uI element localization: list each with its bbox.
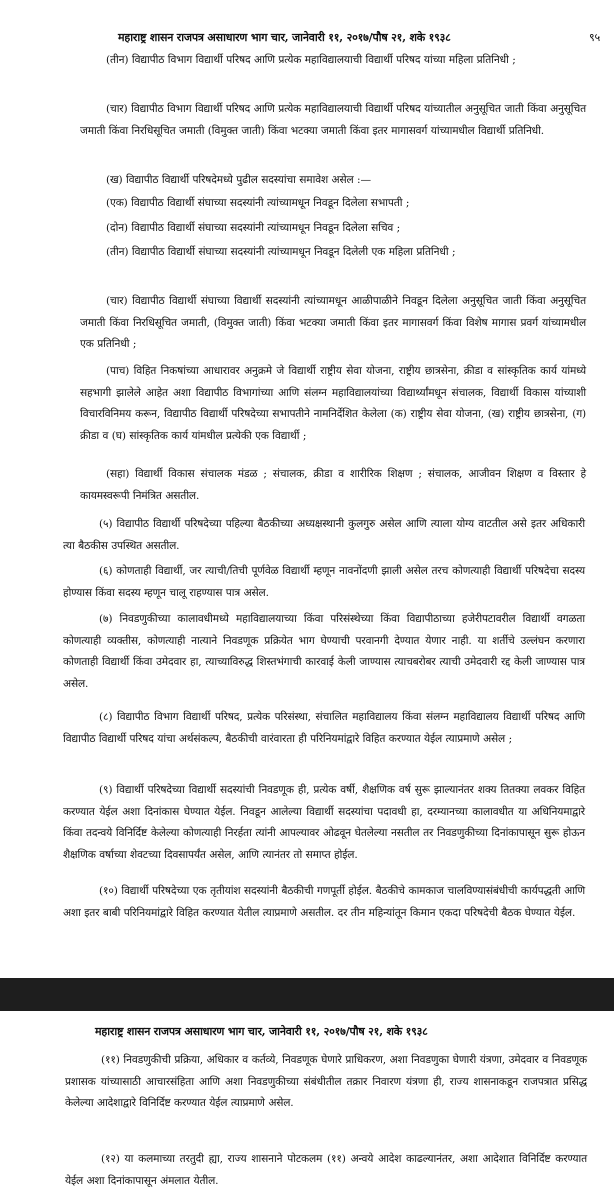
clause-kha-one: (एक) विद्यापीठ विद्यार्थी संघाच्या सदस्यांनी त्यांच्यामधून निवडून दिलेला सभापती ;	[106, 197, 410, 209]
subsection-12: (१२) या कलमाच्या तरतुदी ह्या, राज्य शासनाने पोटकलम (११) अन्वये आदेश काढल्यानंतर, अशा आदेशात विनिर्दिष्ट करण्यात येईल अशा दिनांकापासून अंमलात येतील.	[65, 1153, 587, 1187]
page-header	[0, 30, 614, 48]
gazette-header-title: महाराष्ट्र शासन राजपत्र असाधारण भाग चार, जानेवारी ११, २०१७/पौष २१, शके १९३८	[95, 1025, 428, 1038]
subsection-6: (६) कोणताही विद्यार्थी, जर त्याची/तिची पूर्णवेळ विद्यार्थी म्हणून नावनोंदणी झाली असेल तरच कोणत्याही विद्यार्थी परिषदेचा सदस्य होण्यास किंवा सदस्य म्हणून चालू राहण्यास पात्र असेल.	[63, 565, 585, 599]
clause-kha-three: (तीन) विद्यापीठ विद्यार्थी संघाच्या सदस्यांनी त्यांच्यामधून निवडून दिलेली एक महिला प्रतिनिधी ;	[106, 246, 456, 258]
subsection-9: (९) विद्यार्थी परिषदेच्या विद्यार्थी सदस्यांची निवडणूक ही, प्रत्येक वर्षी, शैक्षणिक वर्ष सुरू झाल्यानंतर शक्य तितक्या लवकर विहित करण्यात येईल अशा दिनांकास घेण्यात येईल. निवडून आलेल्या विद्यार्थी सदस्यांचा पदावधी हा, दरम्यानच्या कालावधीत या अधिनियमाद्वारे किंवा तदन्वये विनिर्दिष्ट केलेल्या कोणत्याही निरर्हता त्यांनी आपल्यावर ओढवून घेतलेल्या नसतील तर निवडणुकीच्या दिनांकापासून सुरू होऊन शैक्षणिक वर्षाच्या शेवटच्या दिवसापर्यंत असेल, आणि त्यानंतर तो समाप्त होईल.	[63, 784, 585, 861]
clause-kha-two: (दोन) विद्यापीठ विद्यार्थी संघाच्या सदस्यांनी त्यांच्यामधून निवडून दिलेला सचिव ;	[106, 222, 401, 234]
clause-a-four: (चार) विद्यापीठ विभाग विद्यार्थी परिषद आणि प्रत्येक महाविद्यालयाची विद्यार्थी परिषद यांच्यातील अनुसूचित जाती किंवा अनुसूचित जमाती किंवा निरधिसूचित जमाती (विमुक्त जाती) किंवा भटक्या जमाती किंवा इतर मागासवर्ग यांच्यामधील विद्यार्थी प्रतिनिधी.	[80, 103, 586, 137]
page-header	[0, 1024, 614, 1042]
subsection-8: (८) विद्यापीठ विभाग विद्यार्थी परिषद, प्रत्येक परिसंस्था, संचालित महाविद्यालय किंवा संलग्न महाविद्यालय विद्यार्थी परिषद आणि विद्यापीठ विद्यार्थी परिषद यांचा अर्थसंकल्प, बैठकीची वारंवारता ही परिनियमांद्वारे विहित करण्यात येईल त्याप्रमाणे असेल ;	[63, 711, 585, 745]
clause-kha-five: (पाच) विहित निकषांच्या आधारावर अनुक्रमे जे विद्यार्थी राष्ट्रीय सेवा योजना, राष्ट्रीय छात्रसेना, क्रीडा व सांस्कृतिक कार्य यांमध्ये सहभागी झालेले आहेत अशा विद्यापीठ विभागांच्या आणि संलग्न महाविद्यालयांच्या विद्यार्थ्यांमधून संचालक, विद्यार्थी विकास यांच्याशी विचारविनिमय करून, विद्यापीठ विद्यार्थी परिषदेच्या सभापतीने नामनिर्देशित केलेला (क) राष्ट्रीय सेवा योजना, (ख) राष्ट्रीय छात्रसेना, (ग) क्रीडा व (घ) सांस्कृतिक कार्य यांमधील प्रत्येकी एक विद्यार्थी ;	[80, 365, 586, 442]
subsection-11: (११) निवडणुकीची प्रक्रिया, अधिकार व कर्तव्ये, निवडणूक घेणारे प्राधिकरण, अशा निवडणुका घेणारी यंत्रणा, उमेदवार व निवडणूक प्रशासक यांच्यासाठी आचारसंहिता आणि अशा निवडणुकीच्या संबंधीतील तक्रार निवारण यंत्रणा ही, राज्य शासनाकडून राजपत्रात प्रसिद्ध केलेल्या आदेशाद्वारे विनिर्दिष्ट करण्यात येईल त्याप्रमाणे असेल.	[65, 1054, 587, 1109]
subsection-5: (५) विद्यापीठ विद्यार्थी परिषदेच्या पहिल्या बैठकीच्या अध्यक्षस्थानी कुलगुरु असेल आणि त्याला योग्य वाटतील असे इतर अधिकारी त्या बैठकीस उपस्थित असतील.	[63, 518, 585, 552]
page-separator	[0, 978, 614, 1011]
clause-kha-six: (सहा) विद्यार्थी विकास संचालक मंडळ ; संचालक, क्रीडा व शारीरिक शिक्षण ; संचालक, आजीवन शिक्षण व विस्तार हे कायमस्वरूपी निमंत्रित असतील.	[80, 468, 586, 502]
subsection-7: (७) निवडणुकीच्या कालावधीमध्ये महाविद्यालयाच्या किंवा परिसंस्थेच्या किंवा विद्यापीठाच्या हजेरीपटावरील विद्यार्थी वगळता कोणत्याही व्यक्तीस, कोणत्याही नात्याने निवडणूक प्रक्रियेत भाग घेण्याची परवानगी देण्यात येणार नाही. या शर्तीचे उल्लंघन करणारा कोणताही विद्यार्थी किंवा उमेदवार हा, त्याच्याविरुद्ध शिस्तभंगाची कारवाई केली जाण्यास त्याचबरोबर त्याची उमेदवारी रद्द केली जाण्यास पात्र असेल.	[63, 613, 585, 690]
clause-kha-four: (चार) विद्यापीठ विद्यार्थी संघाच्या विद्यार्थी सदस्यांनी त्यांच्यामधून आळीपाळीने निवडून दिलेला अनुसूचित जाती किंवा अनुसूचित जमाती किंवा निरधिसूचित जमाती, (विमुक्त जाती) किंवा भटक्या जमाती किंवा इतर मागासवर्ग किंवा विशेष मागास प्रवर्ग यांच्यामधील एक प्रतिनिधी ;	[80, 295, 586, 350]
clause-a-three: (तीन) विद्यापीठ विभाग विद्यार्थी परिषद आणि प्रत्येक महाविद्यालयाची विद्यार्थी परिषद यांच्या महिला प्रतिनिधी ;	[106, 54, 516, 66]
gazette-header-title: महाराष्ट्र शासन राजपत्र असाधारण भाग चार, जानेवारी ११, २०१७/पौष २१, शके १९३८	[118, 31, 451, 44]
subsection-10: (१०) विद्यार्थी परिषदेच्या एक तृतीयांश सदस्यांनी बैठकीची गणपूर्ती होईल. बैठकीचे कामकाज चालविण्यासंबंधीची कार्यपद्धती आणि अशा इतर बाबी परिनियमांद्वारे विहित करण्यात येतील त्याप्रमाणे असतील. दर तीन महिन्यांतून किमान एकदा परिषदेची बैठक घेण्यात येईल.	[63, 885, 585, 919]
page-number: ९५	[588, 31, 600, 44]
gazette-page-next	[0, 1011, 614, 1200]
clause-kha-intro: (ख) विद्यापीठ विद्यार्थी परिषदेमध्ये पुढील सदस्यांचा समावेश असेल :—	[106, 174, 371, 186]
